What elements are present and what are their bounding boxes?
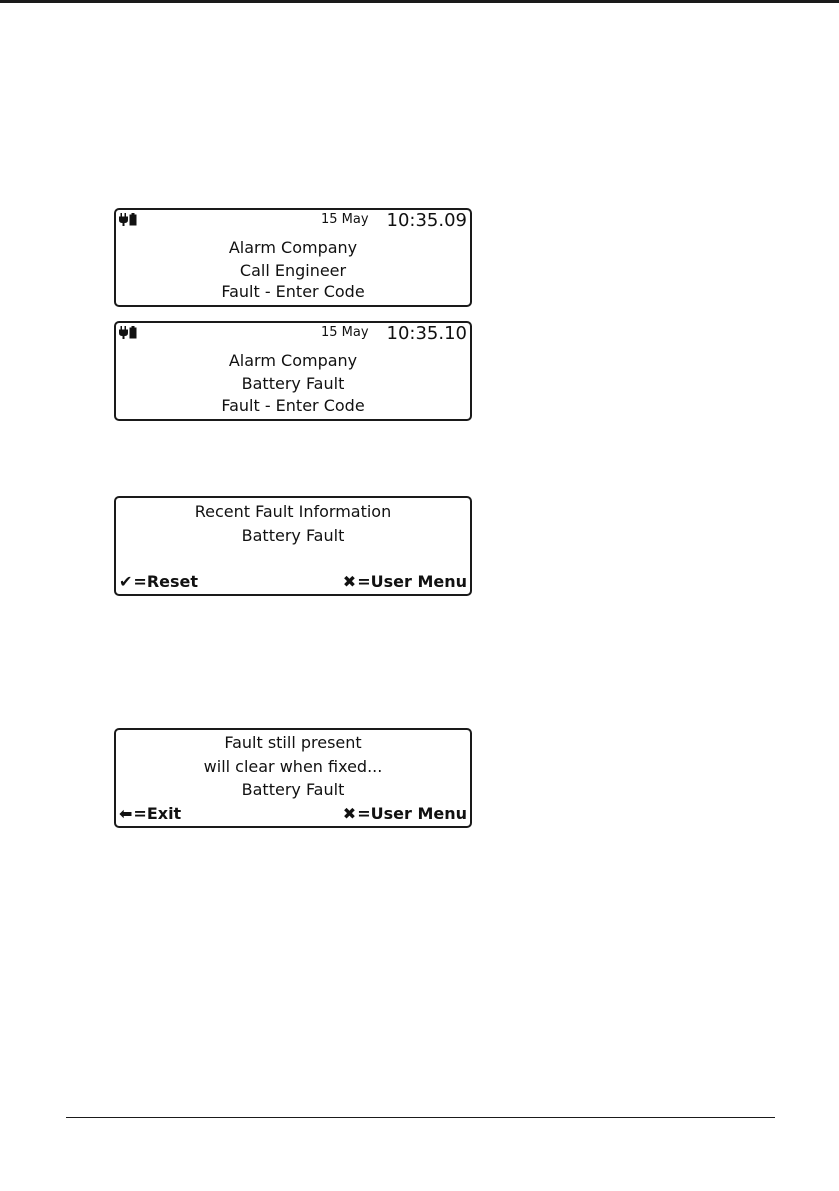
battery-icon <box>129 213 137 226</box>
mains-power-icon <box>119 326 128 339</box>
softkey-label: =Exit <box>133 804 182 823</box>
mains-power-icon <box>119 213 128 226</box>
check-icon: ✔ <box>119 572 133 591</box>
status-icons <box>119 213 137 226</box>
time-display: 10:35.10 <box>386 323 467 344</box>
header-rule <box>0 0 839 3</box>
reset-softkey[interactable] <box>119 572 198 592</box>
time-display: 10:35.09 <box>386 210 467 231</box>
lcd-screen-fault-call-engineer <box>114 208 472 307</box>
screen-line: Fault - Enter Code <box>221 282 365 301</box>
screen-line: Alarm Company <box>228 238 358 257</box>
screen-line: will clear when fixed... <box>203 757 383 776</box>
screen-line: Call Engineer <box>239 261 347 280</box>
screen-line: Alarm Company <box>228 351 358 370</box>
footer-rule <box>66 1117 775 1118</box>
date-display: 15 May <box>321 212 369 227</box>
lcd-screen-battery-fault <box>114 321 472 421</box>
exit-softkey[interactable] <box>119 804 181 824</box>
screen-line: Fault - Enter Code <box>221 396 365 415</box>
lcd-screen-fault-still-present <box>114 728 472 828</box>
screen-line: Recent Fault Information <box>194 502 392 521</box>
screen-line: Battery Fault <box>241 374 345 393</box>
lcd-screen-recent-fault-info <box>114 496 472 596</box>
user-menu-softkey[interactable] <box>343 804 467 824</box>
screen-line: Battery Fault <box>241 780 345 799</box>
softkey-label: =Reset <box>133 572 199 591</box>
back-arrow-icon: ⬅ <box>119 804 133 823</box>
battery-icon <box>129 326 137 339</box>
cross-icon: ✖ <box>342 804 357 823</box>
screen-line: Fault still present <box>224 733 362 752</box>
cross-icon: ✖ <box>342 572 357 591</box>
softkey-label: =User Menu <box>357 572 467 591</box>
screen-line: Battery Fault <box>241 526 345 545</box>
softkey-label: =User Menu <box>357 804 467 823</box>
status-icons <box>119 326 137 339</box>
date-display: 15 May <box>321 325 369 340</box>
user-menu-softkey[interactable] <box>343 572 467 592</box>
